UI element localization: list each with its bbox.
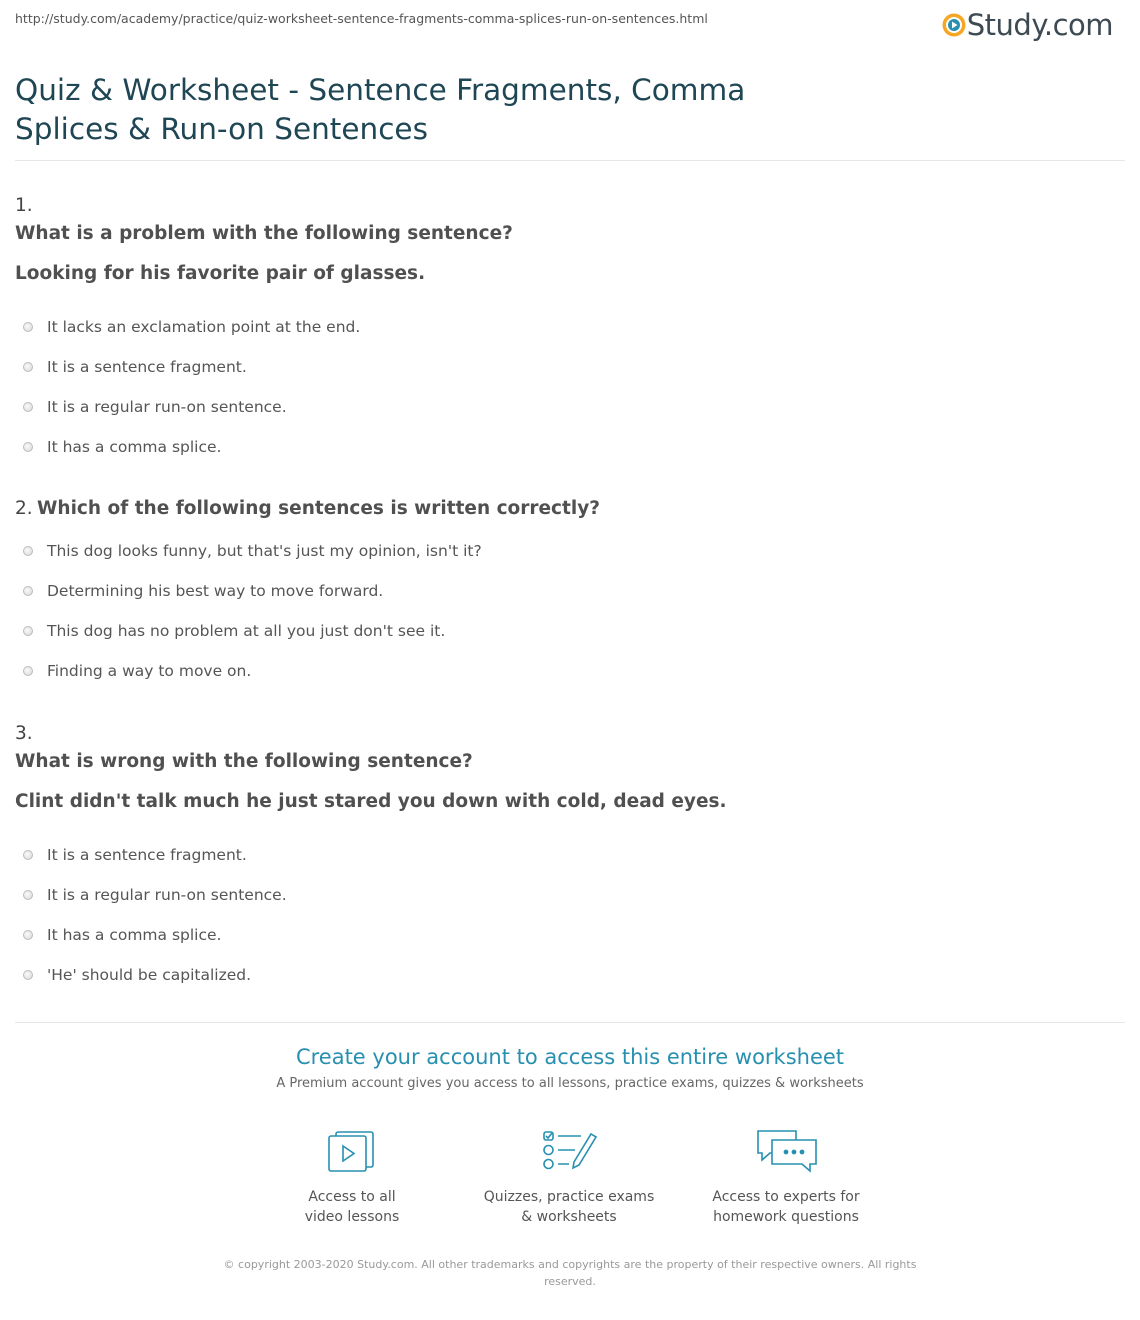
question-1-prompt: What is a problem with the following sentence?: [15, 223, 513, 244]
question-1-sentence: Looking for his favorite pair of glasses.: [15, 263, 426, 284]
study-logo[interactable]: [941, 8, 1113, 42]
feature-video-lessons: [242, 1128, 462, 1227]
option-label: Determining his best way to move forward.: [47, 582, 384, 600]
question-3-option-2[interactable]: [23, 886, 287, 904]
option-label: It is a regular run-on sentence.: [47, 398, 287, 416]
option-label: It has a comma splice.: [47, 438, 222, 456]
option-label: It lacks an exclamation point at the end.: [47, 318, 361, 336]
question-1-number: 1.: [15, 195, 33, 216]
question-3-option-3[interactable]: [23, 926, 221, 944]
question-2-option-1[interactable]: [23, 542, 482, 560]
option-label: 'He' should be capitalized.: [47, 966, 252, 984]
question-3-option-1[interactable]: [23, 846, 247, 864]
question-1-option-3[interactable]: [23, 398, 287, 416]
question-2-number: 2.: [15, 498, 33, 519]
radio-button[interactable]: [23, 322, 33, 332]
radio-button[interactable]: [23, 362, 33, 372]
radio-button[interactable]: [23, 666, 33, 676]
page-title: Quiz & Worksheet - Sentence Fragments, Comma Splices & Run-on Sentences: [15, 73, 746, 146]
option-label: It has a comma splice.: [47, 926, 222, 944]
option-label: This dog looks funny, but that's just my opinion, isn't it?: [47, 542, 482, 560]
study-play-icon: [941, 12, 967, 38]
copyright: © copyright 2003-2020 Study.com. All other trademarks and copyrights are the property of their respective owners. All rights reserved.: [223, 1258, 917, 1288]
question-3-number: 3.: [15, 723, 33, 744]
radio-button[interactable]: [23, 402, 33, 412]
question-2-prompt: Which of the following sentences is written correctly?: [37, 498, 600, 519]
question-1-option-1[interactable]: [23, 318, 360, 336]
option-label: This dog has no problem at all you just don't see it.: [47, 622, 446, 640]
feature-label: Access to all video lessons: [304, 1189, 400, 1225]
video-lessons-icon: [325, 1128, 379, 1174]
feature-label: Quizzes, practice exams & worksheets: [483, 1189, 655, 1225]
radio-button[interactable]: [23, 890, 33, 900]
question-1-option-4[interactable]: [23, 438, 221, 456]
radio-button[interactable]: [23, 850, 33, 860]
feature-experts: [676, 1128, 896, 1227]
feature-quizzes: [459, 1128, 679, 1227]
question-1-option-2[interactable]: [23, 358, 247, 376]
option-label: Finding a way to move on.: [47, 662, 252, 680]
question-3-prompt: What is wrong with the following sentence?: [15, 751, 473, 772]
divider: [15, 160, 1125, 161]
cta-subtitle: A Premium account gives you access to all lessons, practice exams, quizzes & worksheets: [276, 1076, 864, 1091]
radio-button[interactable]: [23, 546, 33, 556]
question-2-option-3[interactable]: [23, 622, 445, 640]
option-label: It is a sentence fragment.: [47, 846, 247, 864]
chat-bubbles-icon: [754, 1128, 818, 1174]
radio-button[interactable]: [23, 626, 33, 636]
divider: [15, 1022, 1125, 1023]
quiz-checklist-icon: [541, 1128, 597, 1174]
option-label: It is a sentence fragment.: [47, 358, 247, 376]
radio-button[interactable]: [23, 586, 33, 596]
feature-label: Access to experts for homework questions: [712, 1189, 860, 1225]
radio-button[interactable]: [23, 930, 33, 940]
question-3-sentence: Clint didn't talk much he just stared you down with cold, dead eyes.: [15, 791, 727, 812]
page-url: http://study.com/academy/practice/quiz-worksheet-sentence-fragments-comma-splices-run-on-sentences.html: [15, 11, 708, 26]
question-2-option-2[interactable]: [23, 582, 383, 600]
radio-button[interactable]: [23, 442, 33, 452]
radio-button[interactable]: [23, 970, 33, 980]
question-2-option-4[interactable]: [23, 662, 251, 680]
create-account-link[interactable]: Create your account to access this entire worksheet: [295, 1045, 845, 1069]
logo-text: Study.com: [966, 8, 1113, 42]
question-3-option-4[interactable]: [23, 966, 251, 984]
option-label: It is a regular run-on sentence.: [47, 886, 287, 904]
